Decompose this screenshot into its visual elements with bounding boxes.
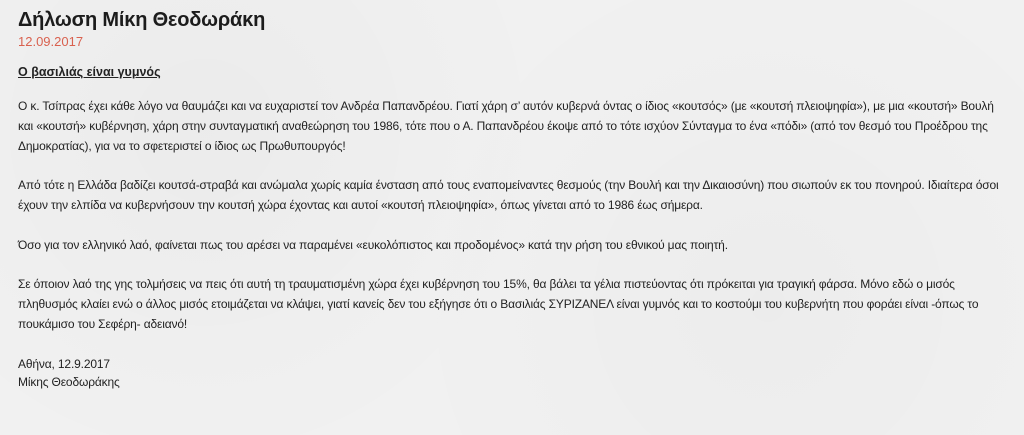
signature bbox=[18, 355, 1008, 391]
paragraph-1: Ο κ. Τσίπρας έχει κάθε λόγο να θαυμάζει και να ευχαριστεί τον Ανδρέα Παπανδρέου. Γιατί χάρη σ’ αυτόν κυβερνά όντας ο ίδιος «κουτσός» (με «κουτσή πλειοψηφία»), με μια «κουτσή» Βουλή και «κουτσή» κυβέρνηση, χάρη στην συνταγματική αναθεώρηση του 1986, τότε που ο Α. Παπανδρέου έκοψε από το τότε ισχύον Σύνταγμα το ένα «πόδι» (από τον θεσμό του Προέδρου της Δημοκρατίας), για να το σφετεριστεί ο ίδιος ως Πρωθυπουργός! bbox=[18, 99, 994, 153]
paragraph-3: Όσο για τον ελληνικό λαό, φαίνεται πως του αρέσει να παραμένει «ευκολόπιστος και προδομένος» κατά την ρήση του εθνικού μας ποιητή. bbox=[18, 238, 728, 252]
paragraph-2: Από τότε η Ελλάδα βαδίζει κουτσά-στραβά και ανώμαλα χωρίς καμία ένσταση από τους εναπομείναντες θεσμούς (την Βουλή και την Δικαιοσύνη) που σιωπούν εκ του πονηρού. Ιδιαίτερα όσοι έχουν την ελπίδα να κυβερνήσουν την κουτσή χώρα έχοντας και αυτοί «κουτσή πλειοψηφία», όπως γίνεται από το 1986 έως σήμερα. bbox=[18, 178, 999, 212]
paragraph-4: Σε όποιον λαό της γης τολμήσεις να πεις ότι αυτή τη τραυματισμένη χώρα έχει κυβέρνηση του 15%, θα βάλει τα γέλια πιστεύοντας ότι πρόκειται για τραγική φάρσα. Μόνο εδώ ο μισός πληθυσμός κλαίει ενώ ο άλλος μισός ετοιμάζεται να κλάψει, γιατί κανείς δεν του εξήγησε ότι ο Βασιλιάς ΣΥΡΙΖΑΝΕΛ είναι γυμνός και το κοστούμι του κυβερνήτη που φοράει είναι -όπως το πουκάμισο του Σεφέρη- αδειανό! bbox=[18, 277, 979, 331]
signature-place-date: Αθήνα, 12.9.2017 bbox=[18, 357, 110, 371]
article-heading: Ο βασιλιάς είναι γυμνός bbox=[18, 65, 161, 79]
signature-name: Μίκης Θεοδωράκης bbox=[18, 375, 120, 389]
article-title: Δήλωση Μίκη Θεοδωράκη bbox=[18, 9, 266, 31]
article-date: 12.09.2017 bbox=[18, 34, 84, 49]
article bbox=[18, 8, 1008, 391]
